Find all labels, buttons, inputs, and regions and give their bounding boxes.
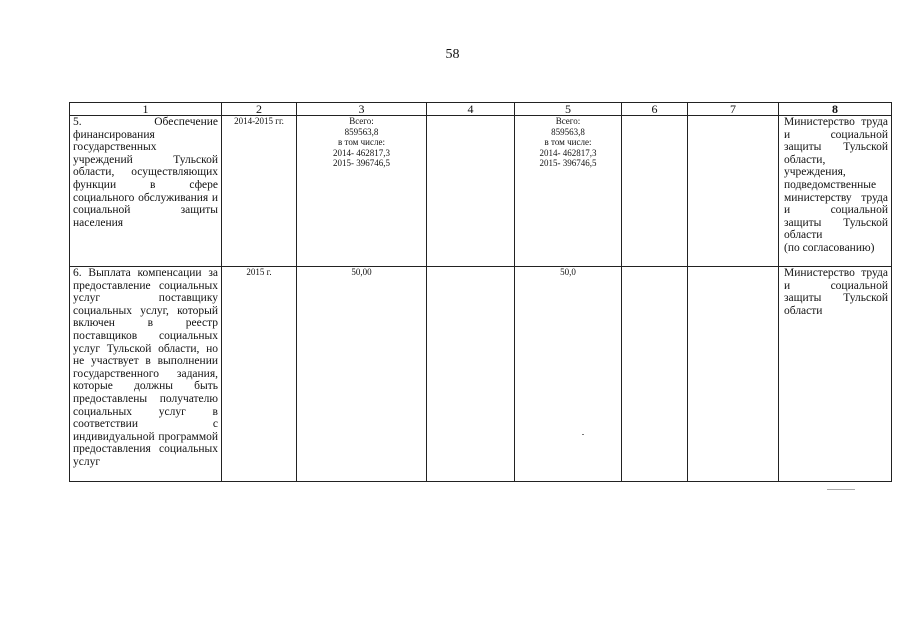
- executor-line: Министерство труда и социальной защиты Тульской области: [784, 267, 888, 317]
- header-cell-2: 2: [222, 103, 297, 116]
- header-cell-8: 8: [779, 103, 892, 116]
- measure-description: 5. Обеспечение финансирования государственных учреждений Тульской области, осуществляющих функции в сфере социального обслуживания и социальной защиты населения: [70, 116, 222, 267]
- funding-line: Всего:: [349, 116, 374, 126]
- funding-line: 50,0: [560, 267, 576, 277]
- page-number: 58: [445, 47, 460, 62]
- scan-speck: [582, 434, 584, 435]
- total-funding-cell: [297, 267, 427, 482]
- funding-line: 50,00: [351, 267, 372, 277]
- funding-line: 859563,8: [551, 126, 585, 137]
- funding-line: в том числе:: [544, 137, 592, 147]
- executor-cell: [779, 267, 892, 482]
- header-row: [70, 103, 892, 116]
- executor-line: учреждения,: [784, 166, 846, 179]
- measure-period: 2015 г.: [222, 267, 297, 482]
- measures-table: [69, 102, 892, 482]
- executor-line: Министерство труда и социальной защиты Тульской области,: [784, 116, 888, 166]
- col4-cell: [427, 116, 515, 267]
- header-cell-7: 7: [688, 103, 779, 116]
- header-cell-4: 4: [427, 103, 515, 116]
- measure-description: 6. Выплата компенсации за предоставление социальных услуг поставщику социальных услуг, который включен в реестр поставщиков социальных услуг Тульской области, но не участвует в выполнении государственного задания, которые должны быть предоставлены получателю социальных услуг в соответствии с индивидуальной программой предоставления социальных услуг: [70, 267, 222, 482]
- funding-line: 2015- 396746,5: [333, 158, 390, 168]
- table-row: [70, 267, 892, 482]
- funding-line: в том числе:: [338, 137, 385, 147]
- header-cell-5: 5: [515, 103, 622, 116]
- funding-line: 2015- 396746,5: [539, 158, 597, 168]
- executor-line: (по согласованию): [784, 241, 875, 254]
- measure-period: 2014-2015 гг.: [222, 116, 297, 267]
- regional-funding-cell: [515, 267, 622, 482]
- funding-line: 2014- 462817,3: [539, 147, 597, 158]
- header-cell-3: 3: [297, 103, 427, 116]
- total-funding-cell: [297, 116, 427, 267]
- col6-cell: [622, 116, 688, 267]
- header-cell-6: 6: [622, 103, 688, 116]
- scan-dash: [827, 489, 855, 490]
- col4-cell: [427, 267, 515, 482]
- funding-line: 859563,8: [344, 126, 379, 137]
- executor-cell: [779, 116, 892, 267]
- col7-cell: [688, 116, 779, 267]
- col6-cell: [622, 267, 688, 482]
- regional-funding-cell: [515, 116, 622, 267]
- col7-cell: [688, 267, 779, 482]
- funding-line: Всего:: [555, 116, 581, 126]
- header-cell-1: 1: [70, 103, 222, 116]
- executor-line: подведомственные министерству труда и социальной защиты Тульской области: [784, 178, 888, 242]
- funding-line: 2014- 462817,3: [333, 147, 390, 158]
- table-row: [70, 116, 892, 267]
